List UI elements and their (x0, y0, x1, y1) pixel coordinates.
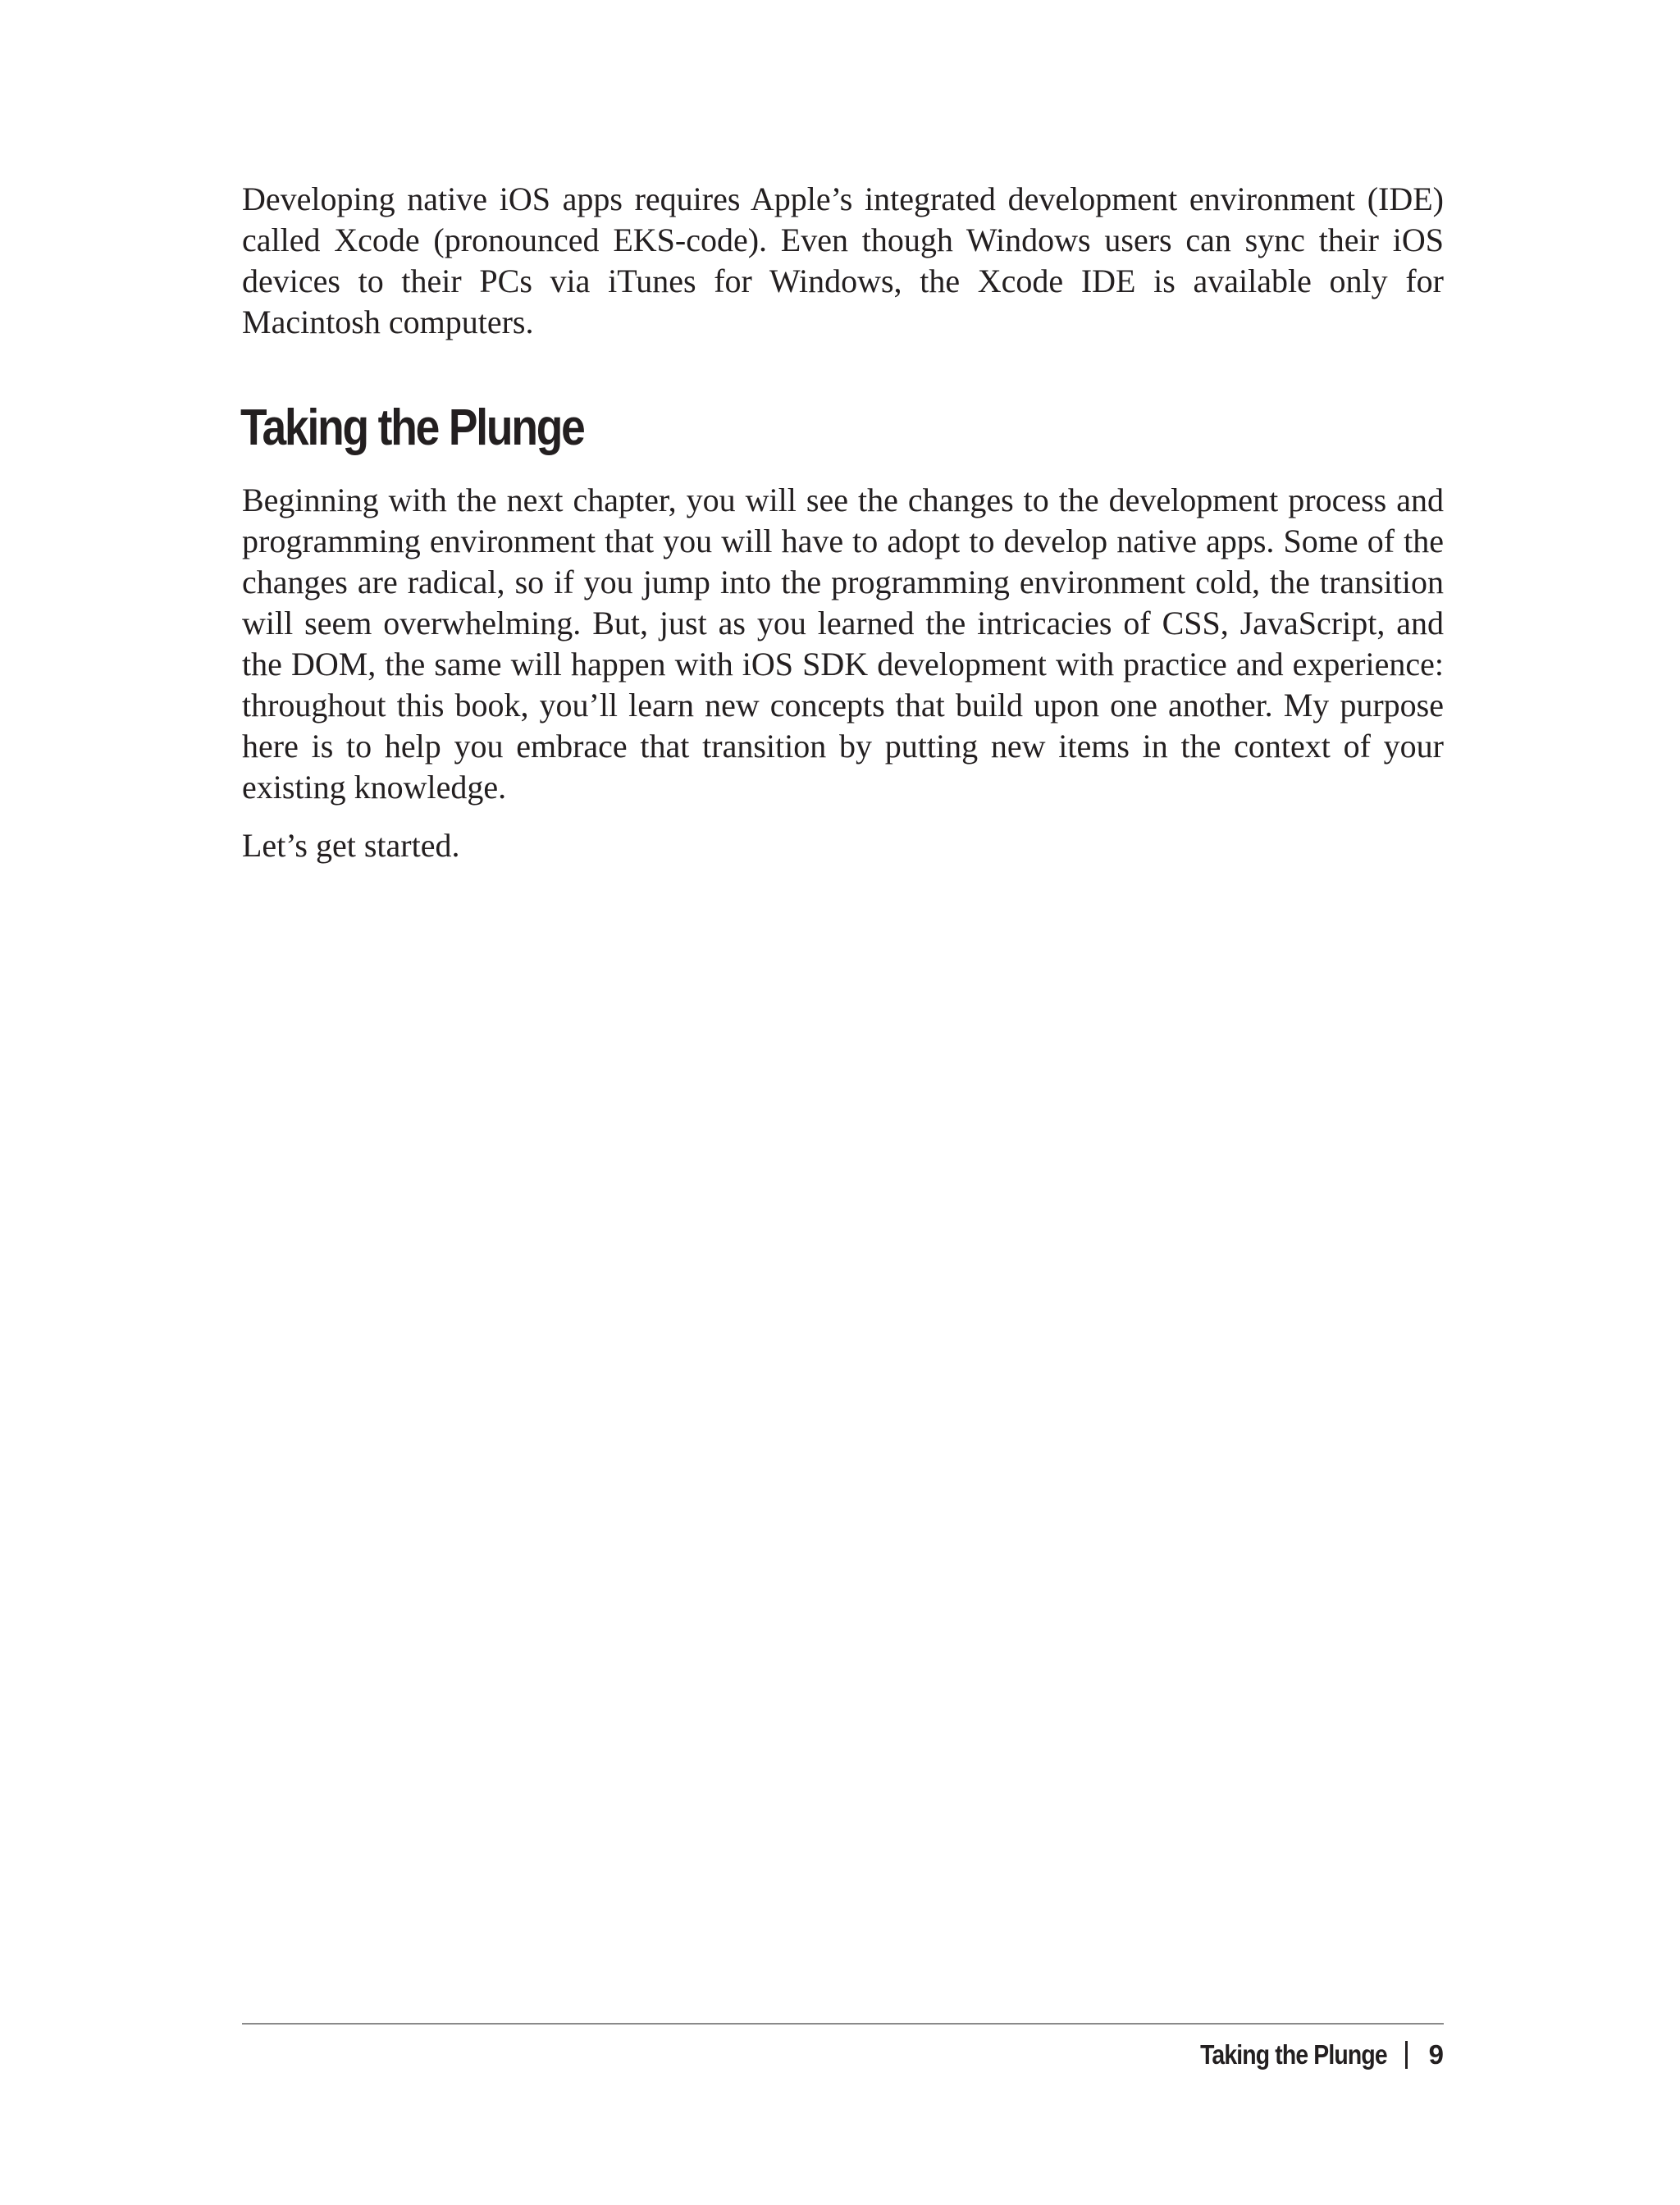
footer-separator (1405, 2041, 1408, 2069)
plunge-paragraph: Beginning with the next chapter, you will see the changes to the development process and programming environment that you will have to adopt to develop native apps. Some of the changes are radical, so if you jump into the programming environment cold, the transition will seem overwhelming. But, just as you learned the intricacies of CSS, JavaScript, and the DOM, the same will happen with iOS SDK development with practice and experience: throughout this book, you’ll learn new concepts that build upon one another. My purpose here is to help you embrace that transition by putting new items in the context of your existing knowledge. (242, 482, 1444, 806)
running-footer-title: Taking the Plunge (1199, 2039, 1387, 2070)
footer-divider (242, 2023, 1444, 2025)
section-heading: Taking the Plunge (240, 399, 584, 456)
closing-paragraph: Let’s get started. (242, 827, 460, 864)
page-number: 9 (1428, 2039, 1444, 2070)
page-footer (1170, 2034, 1444, 2075)
intro-paragraph: Developing native iOS apps requires Apple’s integrated development environment (IDE) called Xcode (pronounced EKS-code). Even though Windows users can sync their iOS devices to their PCs via iTunes for Windows, the Xcode IDE is available only for Macintosh computers. (242, 180, 1444, 340)
